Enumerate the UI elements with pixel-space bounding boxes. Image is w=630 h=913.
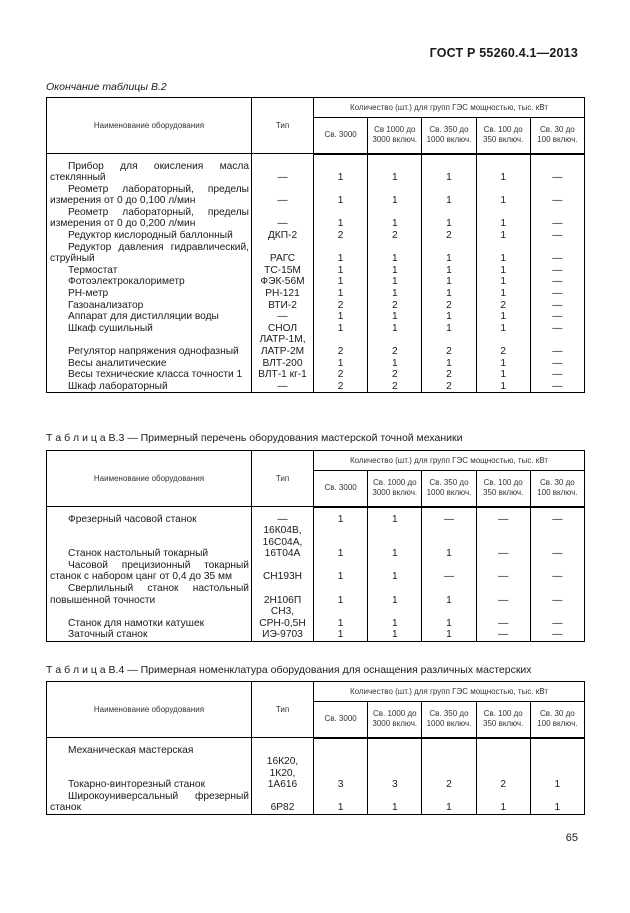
quantity-cell: 1 [368,288,422,300]
quantity-cell: — [530,276,584,288]
quantity-cell: 1 [422,606,476,629]
column-header-name: Наименование оборудования [47,98,252,154]
quantity-cell: — [530,606,584,629]
equipment-type: ДКП-2 [252,230,314,242]
equipment-name-text: Токарно-винторезный станок [68,779,206,791]
column-header-power-range: Св. 100 до 350 включ. [476,702,530,738]
quantity-cell: — [422,560,476,583]
quantity-cell: 2 [314,369,368,381]
column-header-power-range: Св. 30 до 100 включ. [530,702,584,738]
quantity-cell: — [530,369,584,381]
equipment-name [47,756,252,791]
equipment-name [47,242,252,265]
quantity-cell: 1 [368,161,422,184]
quantity-cell: — [530,300,584,312]
quantity-cell: 1 [476,265,530,277]
quantity-cell: — [530,207,584,230]
equipment-name [47,525,252,560]
quantity-cell: 1 [422,311,476,323]
quantity-cell: 1 [476,358,530,370]
quantity-cell: 2 [314,381,368,393]
quantity-cell: 1 [476,323,530,335]
equipment-type: РАГС [252,242,314,265]
table-row [47,230,585,242]
column-header-quantity-group: Количество (шт.) для групп ГЭС мощностью, тыс. кВт [314,98,585,118]
quantity-cell: — [530,288,584,300]
column-header-power-range: Св. 30 до 100 включ. [530,471,584,507]
quantity-cell: 1 [314,560,368,583]
quantity-cell: 1 [368,311,422,323]
quantity-cell: — [476,583,530,606]
table-row [47,514,585,526]
quantity-cell: 2 [476,756,530,791]
table-caption-b2: Окончание таблицы В.2 [46,81,167,93]
quantity-cell: 1 [314,583,368,606]
quantity-cell: — [422,514,476,526]
quantity-cell: 1 [476,184,530,207]
equipment-type: ТС-15М [252,265,314,277]
quantity-cell: — [530,560,584,583]
quantity-cell: 1 [476,230,530,242]
quantity-cell: 1 [368,791,422,815]
equipment-name [47,276,252,288]
quantity-cell: 1 [368,184,422,207]
quantity-cell: 1 [476,288,530,300]
quantity-cell: 2 [368,381,422,393]
quantity-cell: 1 [368,560,422,583]
quantity-cell: 1 [368,358,422,370]
table-row [47,334,585,357]
quantity-cell [368,745,422,757]
table-row [47,381,585,393]
quantity-cell: 2 [476,300,530,312]
quantity-cell: 1 [368,265,422,277]
quantity-cell: 2 [476,334,530,357]
quantity-cell: 1 [314,791,368,815]
equipment-name-text: Фрезерный часовой станок [68,513,197,525]
table-row [47,583,585,606]
quantity-cell: 1 [422,525,476,560]
quantity-cell: 1 [314,311,368,323]
table-caption-b3: Т а б л и ц а В.3 — Примерный перечень оборудования мастерской точной механики [46,432,463,444]
quantity-cell: 2 [422,369,476,381]
equipment-name [47,288,252,300]
quantity-cell: 1 [314,276,368,288]
column-header-power-range: Св. 100 до 350 включ. [476,471,530,507]
quantity-cell: 1 [476,791,530,815]
equipment-name [47,300,252,312]
column-header-power-range: Св. 1000 до 3000 включ. [368,471,422,507]
equipment-type: 16К20, 1К20, 1А616 [252,756,314,791]
equipment-type: РН-121 [252,288,314,300]
quantity-cell: 1 [422,583,476,606]
equipment-name-text: Заточный станок [68,629,148,641]
quantity-cell: 1 [314,323,368,335]
equipment-table-b4 [46,681,585,815]
equipment-type: ЛАТР-1М, ЛАТР-2М [252,334,314,357]
equipment-name [47,323,252,335]
column-header-power-range: Св. 3000 [314,702,368,738]
page-number: 65 [565,832,578,844]
quantity-cell: 1 [476,276,530,288]
table-row [47,756,585,791]
column-header-power-range: Св. 3000 [314,118,368,154]
equipment-type: ВЛТ-200 [252,358,314,370]
quantity-cell: 1 [368,606,422,629]
column-header-power-range: Св. 350 до 1000 включ. [422,702,476,738]
quantity-cell: 1 [422,323,476,335]
equipment-name [47,184,252,207]
quantity-cell: 2 [314,230,368,242]
equipment-name-text: Регулятор напряжения однофазный [68,346,239,357]
quantity-cell: — [476,606,530,629]
equipment-type: СН3, СРН-0,5Н [252,606,314,629]
equipment-type: 16К04В, 16С04А, 16Т04А [252,525,314,560]
quantity-cell: — [530,230,584,242]
table-row [47,265,585,277]
column-header-quantity-group: Количество (шт.) для групп ГЭС мощностью, тыс. кВт [314,451,585,471]
quantity-cell: 1 [314,242,368,265]
quantity-cell: 1 [314,629,368,641]
equipment-name-text: Станок настольный токарный [68,548,209,560]
table-row [47,323,585,335]
quantity-cell: 1 [476,161,530,184]
equipment-table-b3 [46,450,585,642]
document-header: ГОСТ Р 55260.4.1—2013 [429,46,578,60]
equipment-name-text: Прибор для окисления масла стеклянный [50,160,249,184]
column-header-power-range: Св 1000 до 3000 включ. [368,118,422,154]
equipment-name-text: Часовой прецизионный токарный станок с набором цанг от 0,4 до 35 мм [50,559,249,583]
table-row [47,300,585,312]
quantity-cell: 1 [314,288,368,300]
quantity-cell: 2 [368,230,422,242]
quantity-cell: 1 [476,311,530,323]
equipment-name [47,606,252,629]
equipment-type: — [252,184,314,207]
quantity-cell: 1 [476,242,530,265]
quantity-cell: — [530,525,584,560]
column-header-quantity-group: Количество (шт.) для групп ГЭС мощностью, тыс. кВт [314,682,585,702]
column-header-power-range: Св. 30 до 100 включ. [530,118,584,154]
quantity-cell: 1 [314,514,368,526]
equipment-type: ФЭК-56М [252,276,314,288]
equipment-name-text: Механическая мастерская [68,744,194,756]
equipment-name-text: Шкаф сушильный [68,322,153,334]
quantity-cell [422,745,476,757]
quantity-cell: 1 [422,242,476,265]
table-row [47,369,585,381]
table-caption-b4: Т а б л и ц а В.4 — Примерная номенклатура оборудования для оснащения различных мастерских [46,664,532,676]
quantity-cell: 1 [314,606,368,629]
equipment-name [47,560,252,583]
column-header-power-range: Св. 1000 до 3000 включ. [368,702,422,738]
quantity-cell [476,745,530,757]
quantity-cell: 1 [422,207,476,230]
quantity-cell: 1 [368,629,422,641]
equipment-name-text: Шкаф лабораторный [68,380,168,392]
quantity-cell: 1 [476,369,530,381]
quantity-cell: 2 [314,300,368,312]
quantity-cell: 2 [314,334,368,357]
quantity-cell [530,745,584,757]
column-header-power-range: Св. 100 до 350 включ. [476,118,530,154]
quantity-cell: 1 [368,207,422,230]
equipment-type: ВТИ-2 [252,300,314,312]
table-row [47,525,585,560]
quantity-cell: — [530,583,584,606]
equipment-name [47,381,252,393]
quantity-cell: 2 [422,334,476,357]
equipment-name-text: Аппарат для дистилляции воды [68,311,219,323]
column-header-power-range: Св. 350 до 1000 включ. [422,471,476,507]
quantity-cell: 1 [368,514,422,526]
equipment-name-text: Газоанализатор [68,299,144,311]
equipment-name-text: Весы аналитические [68,357,167,369]
quantity-cell: 1 [422,791,476,815]
quantity-cell: 1 [368,242,422,265]
equipment-name [47,311,252,323]
equipment-name [47,629,252,641]
table-row [47,207,585,230]
table-row [47,242,585,265]
equipment-name-text: РН-метр [68,288,109,300]
quantity-cell: 1 [422,276,476,288]
quantity-cell: 1 [422,288,476,300]
equipment-name [47,230,252,242]
equipment-type: 2Н106П [252,583,314,606]
table-row [47,184,585,207]
equipment-name [47,207,252,230]
equipment-name-text: Редуктор кислородный баллонный [68,230,233,242]
quantity-cell: — [530,311,584,323]
table-row [47,358,585,370]
equipment-name [47,745,252,757]
quantity-cell: 1 [314,161,368,184]
column-header-power-range: Св. 3000 [314,471,368,507]
quantity-cell: — [530,242,584,265]
equipment-name [47,791,252,815]
quantity-cell: 3 [314,756,368,791]
equipment-table-b2 [46,97,585,393]
table-row [47,161,585,184]
equipment-name [47,583,252,606]
quantity-cell: — [530,323,584,335]
table-row [47,606,585,629]
table-row [47,791,585,815]
quantity-cell: 2 [422,756,476,791]
quantity-cell [314,745,368,757]
equipment-type: СНОЛ [252,323,314,335]
quantity-cell: 1 [422,184,476,207]
equipment-name [47,265,252,277]
equipment-name-text: Широкоуниверсальный фрезерный станок [50,790,249,814]
equipment-name [47,161,252,184]
table-row [47,311,585,323]
table-row [47,745,585,757]
quantity-cell: 1 [368,525,422,560]
table-row [47,629,585,641]
quantity-cell: 1 [530,791,584,815]
equipment-type: — [252,311,314,323]
equipment-type: — [252,381,314,393]
quantity-cell: — [530,381,584,393]
quantity-cell: — [476,629,530,641]
equipment-type: СН193Н [252,560,314,583]
quantity-cell: — [530,334,584,357]
column-header-type: Тип [252,682,314,738]
quantity-cell: 1 [368,276,422,288]
equipment-type: — [252,514,314,526]
quantity-cell: 1 [422,358,476,370]
equipment-name [47,514,252,526]
quantity-cell: — [530,514,584,526]
equipment-type [252,745,314,757]
quantity-cell: — [530,265,584,277]
column-header-name: Наименование оборудования [47,451,252,507]
quantity-cell: 2 [368,369,422,381]
equipment-name [47,369,252,381]
equipment-name-text: Термостат [68,264,118,276]
column-header-type: Тип [252,451,314,507]
equipment-name-text: Реометр лабораторный, пределы измерения от 0 до 0,100 л/мин [50,183,249,207]
quantity-cell: 2 [368,300,422,312]
table-row [47,288,585,300]
quantity-cell: 1 [476,381,530,393]
quantity-cell: — [530,358,584,370]
equipment-name-text: Редуктор давления гидравлический, струйный [50,241,249,265]
quantity-cell: 1 [476,207,530,230]
quantity-cell: 1 [422,161,476,184]
quantity-cell: 1 [530,756,584,791]
quantity-cell: 2 [422,381,476,393]
equipment-name-text: Реометр лабораторный, пределы измерения от 0 до 0,200 л/мин [50,206,249,230]
quantity-cell: 1 [314,358,368,370]
column-header-name: Наименование оборудования [47,682,252,738]
quantity-cell: — [476,560,530,583]
quantity-cell: — [476,525,530,560]
quantity-cell: — [530,184,584,207]
equipment-name-text: Весы технические класса точности 1 [68,369,243,381]
equipment-name-text: Фотоэлектрокалориметр [68,276,185,288]
equipment-name-text: Сверлильный станок настольный повышенной точности [50,583,249,606]
quantity-cell: 1 [314,207,368,230]
equipment-name [47,334,252,357]
equipment-name-text: Станок для намотки катушек [68,617,205,629]
equipment-name [47,358,252,370]
quantity-cell: — [476,514,530,526]
column-header-type: Тип [252,98,314,154]
equipment-type: — [252,207,314,230]
table-row [47,276,585,288]
quantity-cell: 1 [368,583,422,606]
equipment-type: — [252,161,314,184]
column-header-power-range: Св. 350 до 1000 включ. [422,118,476,154]
quantity-cell: 1 [314,265,368,277]
quantity-cell: 3 [368,756,422,791]
quantity-cell: 1 [422,265,476,277]
quantity-cell: — [530,629,584,641]
quantity-cell: 1 [314,525,368,560]
equipment-type: 6Р82 [252,791,314,815]
quantity-cell: 2 [422,300,476,312]
equipment-type: ВЛТ-1 кг-1 [252,369,314,381]
quantity-cell: 2 [422,230,476,242]
quantity-cell: 1 [314,184,368,207]
quantity-cell: 1 [368,323,422,335]
equipment-type: ИЭ-9703 [252,629,314,641]
quantity-cell: 2 [368,334,422,357]
table-row [47,560,585,583]
quantity-cell: 1 [422,629,476,641]
quantity-cell: — [530,161,584,184]
